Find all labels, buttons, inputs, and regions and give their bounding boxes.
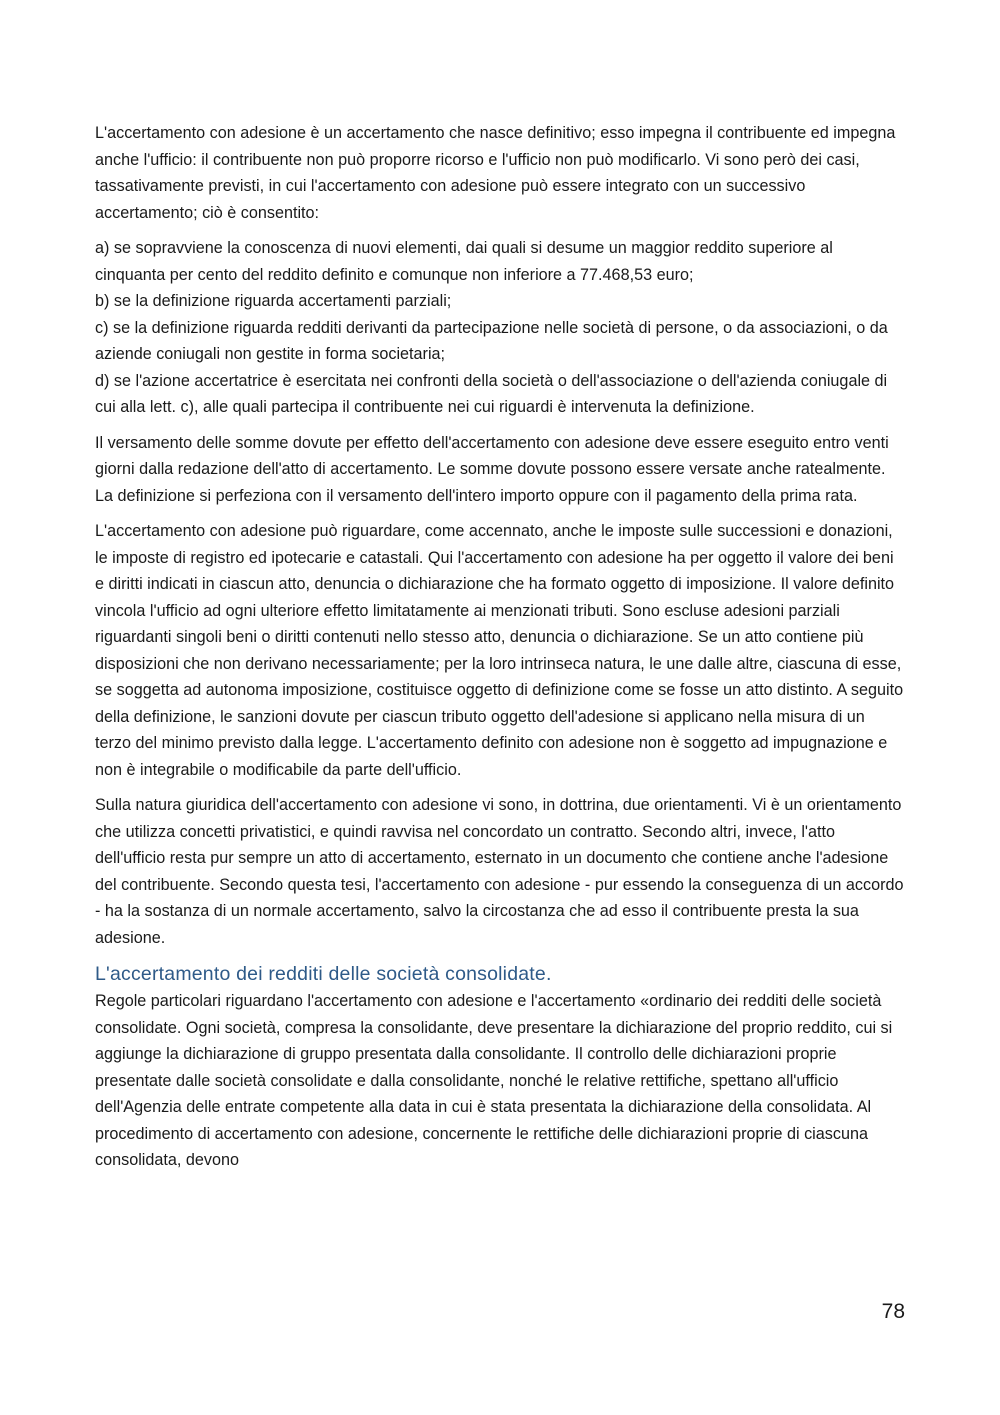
section-heading: L'accertamento dei redditi delle società consolidate. xyxy=(95,963,552,985)
cases-list xyxy=(95,235,905,421)
list-item: a) se sopravviene la conoscenza di nuovi elementi, dai quali si desume un maggior reddito superiore al cinquanta per cento del reddito definito e comunque non inferiore a 77.468,53 euro; xyxy=(95,239,833,284)
paragraph-successioni: L'accertamento con adesione può riguardare, come accennato, anche le imposte sulle successioni e donazioni, le imposte di registro ed ipotecarie e catastali. Qui l'accertamento con adesione ha per oggetto il valore dei beni e diritti indicati in ciascun atto, denuncia o dichiarazione che ha formato oggetto di imposizione. Il valore definito vincola l'ufficio ad ogni ulteriore effetto limitatamente ai menzionati tributi. Sono escluse adesioni parziali riguardanti singoli beni o diritti contenuti nello stesso atto, denuncia o dichiarazione. Se un atto contiene più disposizioni che non derivano necessariamente; per la loro intrinseca natura, le une dalle altre, ciascuna di esse, se soggetta ad autonoma imposizione, costituisce oggetto di definizione come se fosse un atto distinto. A seguito della definizione, le sanzioni dovute per ciascun tributo oggetto dell'adesione si applicano nella misura di un terzo del minimo previsto dalla legge. L'accertamento definito con adesione non è soggetto ad impugnazione e non è integrabile o modificabile da parte dell'ufficio. xyxy=(95,522,904,779)
paragraph-natura-giuridica: Sulla natura giuridica dell'accertamento con adesione vi sono, in dottrina, due orientamenti. Vi è un orientamento che utilizza concetti privatistici, e quindi ravvisa nel concordato un contratto. Secondo altri, invece, l'atto dell'ufficio resta pur sempre un atto di accertamento, esternato in un documento che contiene anche l'adesione del contribuente. Secondo questa tesi, l'accertamento con adesione - pur essendo la conseguenza di un accordo - ha la sostanza di un normale accertamento, salvo la circostanza che ad esso il contribuente presta la sua adesione. xyxy=(95,796,904,947)
list-item: c) se la definizione riguarda redditi derivanti da partecipazione nelle società di persone, o da associazioni, o da aziende coniugali non gestite in forma societaria; xyxy=(95,318,888,363)
document-page xyxy=(95,120,905,1183)
paragraph-versamento: Il versamento delle somme dovute per effetto dell'accertamento con adesione deve essere eseguito entro venti giorni dalla redazione dell'atto di accertamento. Le somme dovute possono essere versate anche ratealmente. La definizione si perfeziona con il versamento dell'intero importo oppure con il pagamento della prima rata. xyxy=(95,433,889,505)
list-item: d) se l'azione accertatrice è esercitata nei confronti della società o dell'associazione o dell'azienda coniugale di cui alla lett. c), alle quali partecipa il contribuente nei cui riguardi è intervenuta la definizione. xyxy=(95,371,888,416)
paragraph-consolidate: Regole particolari riguardano l'accertamento con adesione e l'accertamento «ordinario dei redditi delle società consolidate. Ogni società, compresa la consolidante, deve presentare la dichiarazione del proprio reddito, cui si aggiunge la dichiarazione di gruppo presentata dalla consolidante. Il controllo delle dichiarazioni proprie presentate dalle società consolidate e dalla consolidante, nonché le relative rettifiche, spettano all'ufficio dell'Agenzia delle entrate competente alla data in cui è stata presentata la dichiarazione della consolidata. Al procedimento di accertamento con adesione, concernente le rettifiche delle dichiarazioni proprie di ciascuna consolidata, devono xyxy=(95,992,893,1169)
list-item: b) se la definizione riguarda accertamenti parziali; xyxy=(95,292,452,310)
paragraph-adesione-definitivo: L'accertamento con adesione è un accertamento che nasce definitivo; esso impegna il contribuente ed impegna anche l'ufficio: il contribuente non può proporre ricorso e l'ufficio non può modificarlo. Vi sono però dei casi, tassativamente previsti, in cui l'accertamento con adesione può essere integrato con un successivo accertamento; ciò è consentito: xyxy=(95,124,896,222)
page-number: 78 xyxy=(881,1300,905,1323)
